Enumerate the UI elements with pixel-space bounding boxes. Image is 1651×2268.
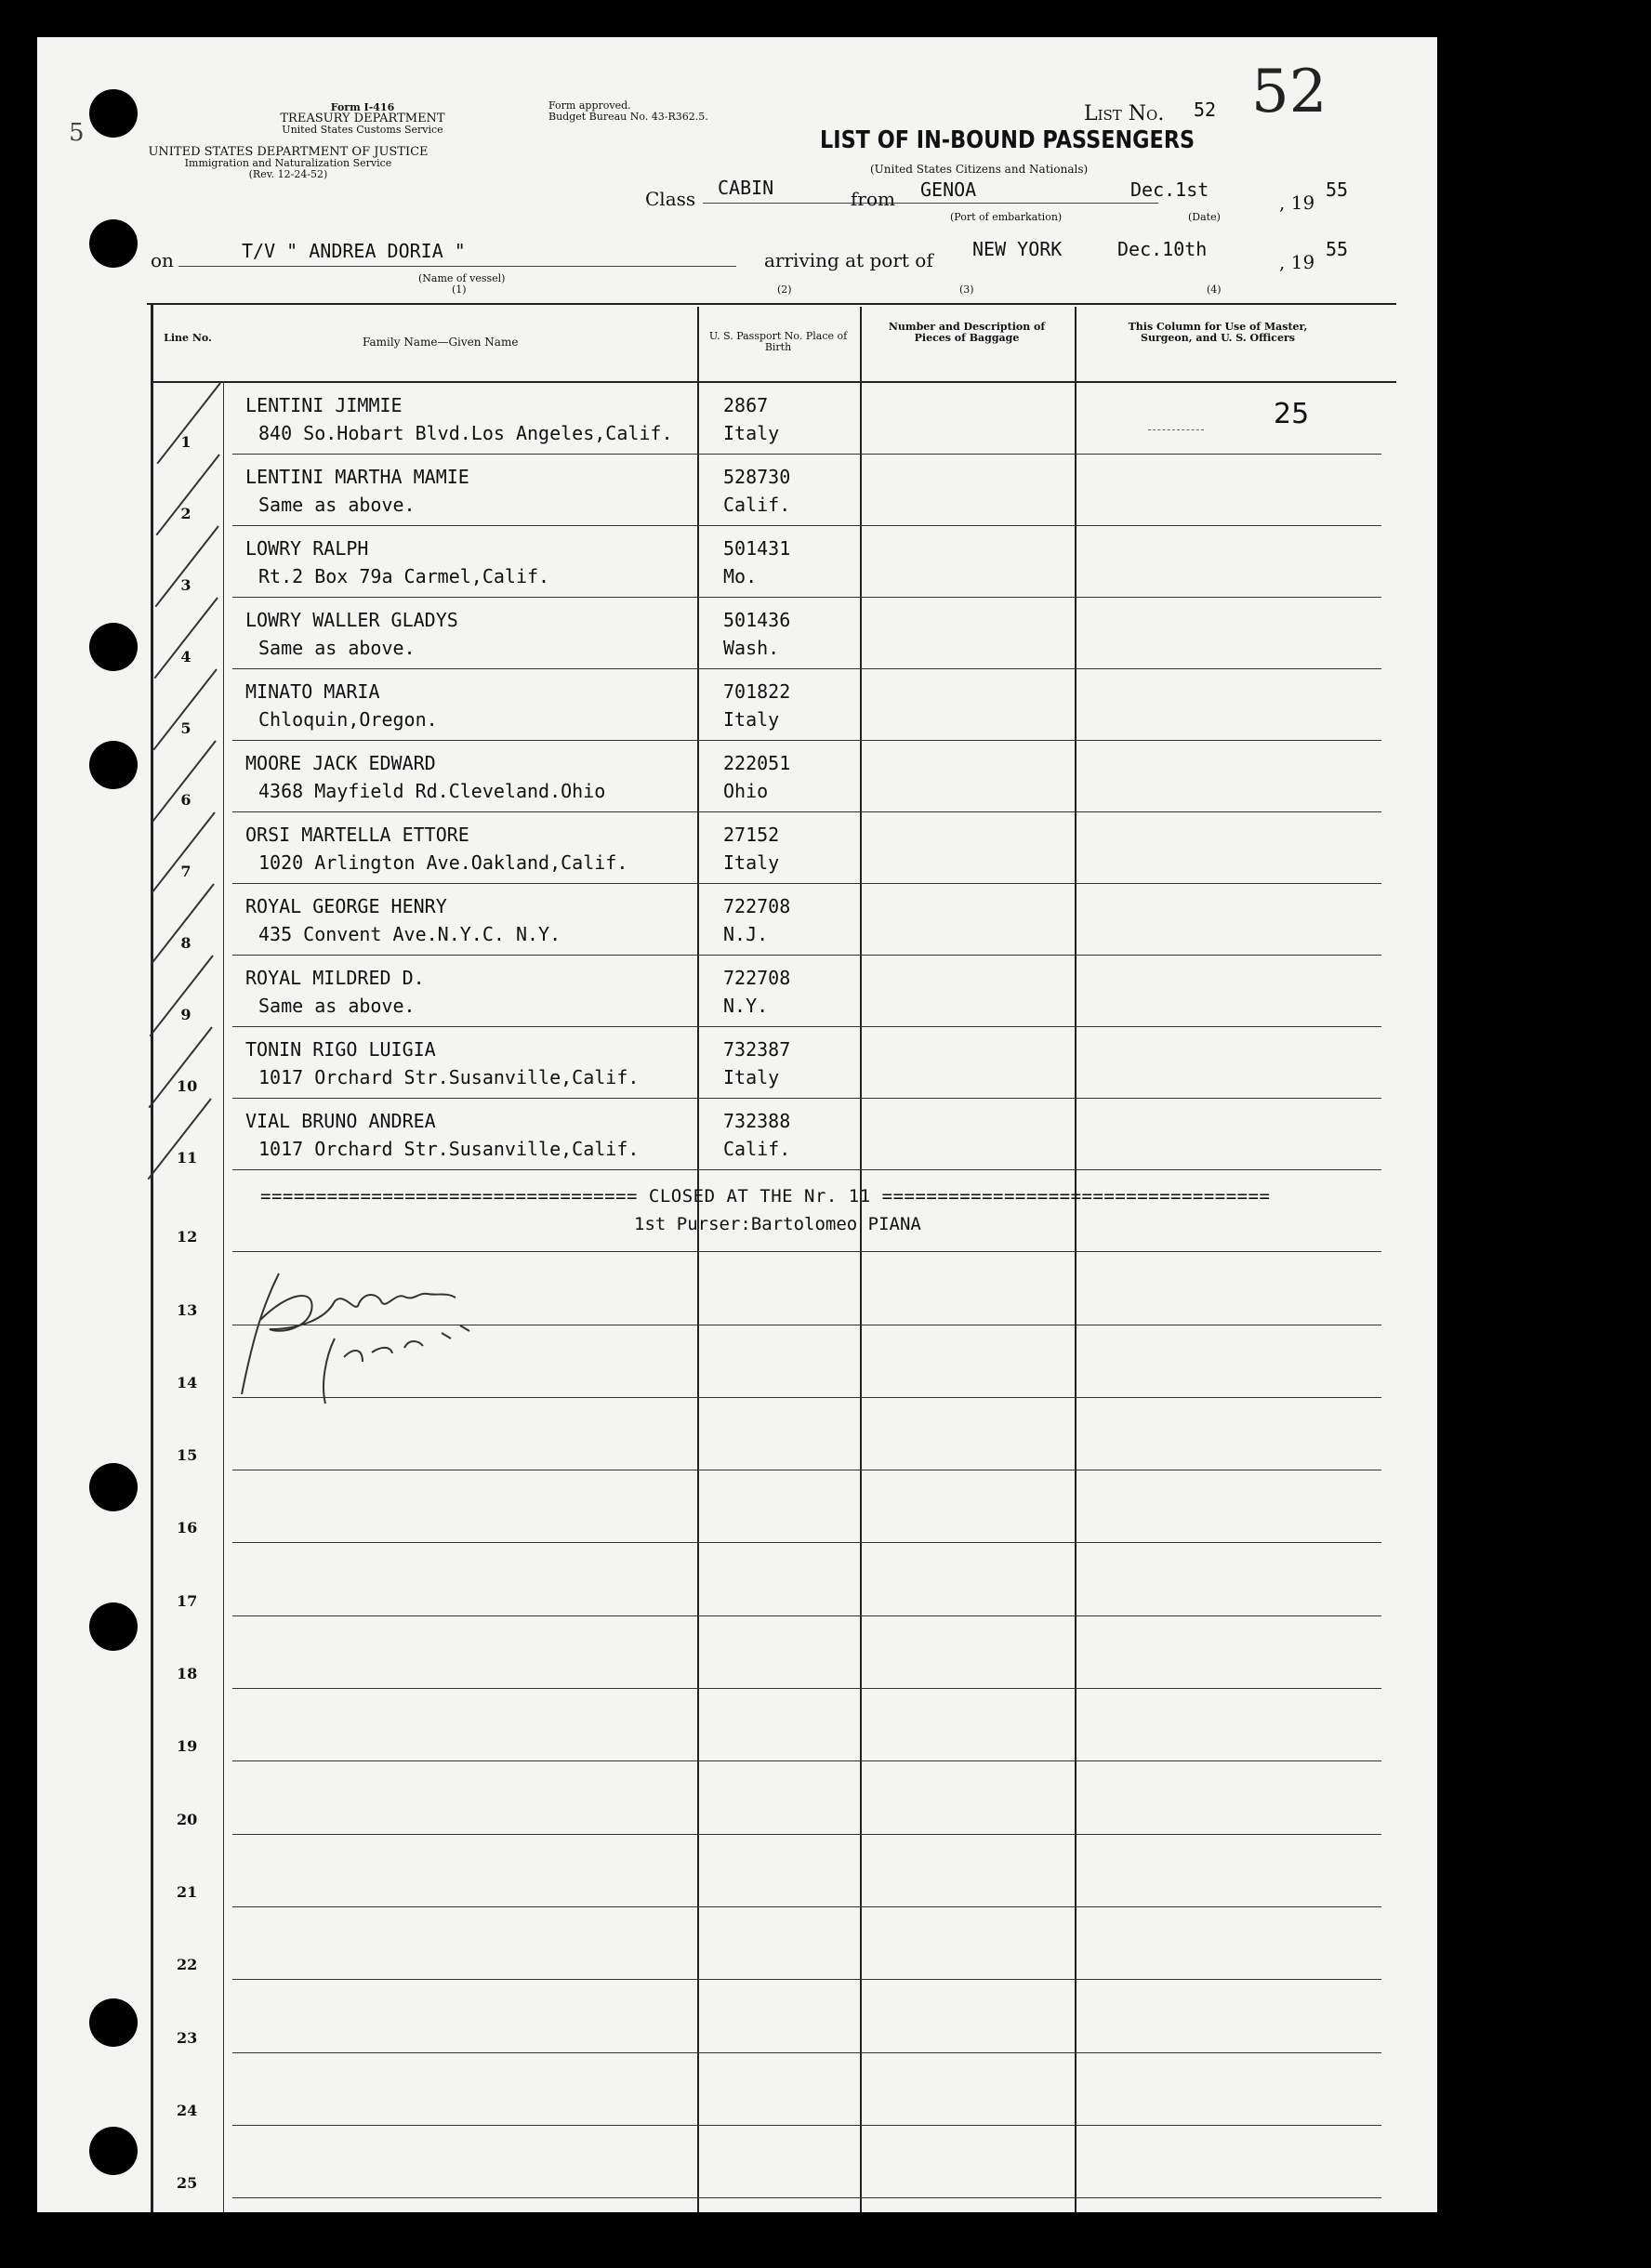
caption-3: (3) xyxy=(959,284,974,296)
passenger-address: 1020 Arlington Ave.Oakland,Calif. xyxy=(258,851,628,874)
check-tick xyxy=(156,382,220,464)
line-number: 12 xyxy=(177,1228,198,1246)
on-label: on xyxy=(151,249,174,271)
purser-signature xyxy=(223,1236,558,1459)
form-sheet xyxy=(37,37,1437,2212)
check-tick xyxy=(147,1098,211,1180)
table-row xyxy=(37,455,1437,526)
binder-hole xyxy=(89,219,138,268)
line-number: 22 xyxy=(177,1956,198,1974)
from-label: from xyxy=(851,188,895,210)
passenger-address: 840 So.Hobart Blvd.Los Angeles,Calif. xyxy=(258,422,673,444)
line-number: 11 xyxy=(177,1149,198,1167)
treasury-dept: TREASURY DEPARTMENT xyxy=(280,112,445,125)
customs-service: United States Customs Service xyxy=(282,124,443,136)
line-number: 24 xyxy=(177,2101,198,2119)
empty-table-row xyxy=(37,1470,1437,1543)
table-row xyxy=(37,1099,1437,1170)
place-of-birth: Wash. xyxy=(723,637,780,659)
line-number: 15 xyxy=(177,1446,198,1465)
port-embark-caption: (Port of embarkation) xyxy=(950,211,1063,223)
table-row xyxy=(37,1027,1437,1099)
list-no-label: List No. xyxy=(1084,102,1165,125)
line-number: 17 xyxy=(177,1591,198,1610)
embark-year-prefix: , 19 xyxy=(1279,191,1315,214)
check-tick xyxy=(152,668,217,750)
passport-number: 722708 xyxy=(723,967,791,989)
class-label: Class xyxy=(645,188,696,210)
passport-number: 501431 xyxy=(723,537,791,560)
margin-mark: 5 xyxy=(69,119,85,147)
passenger-address: 1017 Orchard Str.Susanville,Calif. xyxy=(258,1138,640,1160)
table-row xyxy=(37,383,1437,455)
empty-table-row xyxy=(37,1689,1437,1761)
place-of-birth: Italy xyxy=(723,422,780,444)
arrival-year-prefix: , 19 xyxy=(1279,251,1315,273)
empty-table-row xyxy=(37,1907,1437,1980)
passenger-name: ROYAL MILDRED D. xyxy=(245,967,425,989)
passenger-name: LENTINI JIMMIE xyxy=(245,394,403,416)
line-number: 13 xyxy=(177,1300,198,1319)
table-top-rule xyxy=(147,303,1396,305)
line-number: 7 xyxy=(180,863,192,880)
check-tick xyxy=(152,740,216,822)
officer-note: 25 xyxy=(1274,398,1310,430)
passport-number: 501436 xyxy=(723,609,791,631)
line-number: 25 xyxy=(177,2174,198,2193)
justice-dept: UNITED STATES DEPARTMENT OF JUSTICE xyxy=(148,145,429,159)
passenger-name: ROYAL GEORGE HENRY xyxy=(245,895,447,917)
purser-line: 1st Purser:Bartolomeo PIANA xyxy=(634,1214,921,1234)
passport-number: 701822 xyxy=(723,680,791,703)
passport-number: 732387 xyxy=(723,1038,791,1061)
document-subtitle: (United States Citizens and Nationals) xyxy=(870,163,1089,176)
embark-date: Dec.1st xyxy=(1130,178,1209,201)
line-number: 3 xyxy=(180,576,192,594)
passenger-address: 4368 Mayfield Rd.Cleveland.Ohio xyxy=(258,780,606,802)
header-line-no: Line No. xyxy=(164,332,212,344)
place-of-birth: Calif. xyxy=(723,494,791,516)
line-number: 1 xyxy=(180,433,192,451)
class-value: CABIN xyxy=(718,177,774,199)
place-of-birth: Calif. xyxy=(723,1138,791,1160)
line-number: 23 xyxy=(177,2028,198,2047)
line-number: 4 xyxy=(180,648,192,666)
arrival-year: 55 xyxy=(1326,238,1349,260)
header-baggage: Number and Description of Pieces of Baggage xyxy=(888,321,1046,344)
passenger-address: 1017 Orchard Str.Susanville,Calif. xyxy=(258,1066,640,1088)
empty-table-row xyxy=(37,2053,1437,2126)
passenger-address: 435 Convent Ave.N.Y.C. N.Y. xyxy=(258,923,561,945)
table-row xyxy=(37,812,1437,884)
line-number: 21 xyxy=(177,1882,198,1901)
form-number xyxy=(251,102,474,136)
passenger-name: LENTINI MARTHA MAMIE xyxy=(245,466,469,488)
passenger-address: Same as above. xyxy=(258,637,416,659)
table-row xyxy=(37,526,1437,598)
line-number: 18 xyxy=(177,1665,198,1683)
place-of-birth: Italy xyxy=(723,851,780,874)
passport-number: 732388 xyxy=(723,1110,791,1132)
passenger-address: Same as above. xyxy=(258,995,416,1017)
passenger-name: VIAL BRUNO ANDREA xyxy=(245,1110,436,1132)
arrival-port: NEW YORK xyxy=(972,238,1063,260)
ins-service: Immigration and Naturalization Service xyxy=(184,157,392,169)
line-number: 6 xyxy=(180,791,192,809)
arrival-date: Dec.10th xyxy=(1117,238,1208,260)
vessel-name: T/V " ANDREA DORIA " xyxy=(242,240,466,262)
date-caption: (Date) xyxy=(1188,211,1221,223)
check-tick xyxy=(155,454,219,535)
line-number: 9 xyxy=(180,1006,192,1023)
row-rule xyxy=(232,2197,1381,2198)
from-value: GENOA xyxy=(920,178,977,201)
passenger-name: LOWRY WALLER GLADYS xyxy=(245,609,458,631)
header-name: Family Name—Given Name xyxy=(363,336,519,349)
passenger-name: LOWRY RALPH xyxy=(245,537,369,560)
arriving-label: arriving at port of xyxy=(764,249,933,271)
place-of-birth: Italy xyxy=(723,708,780,731)
budget-bureau: Budget Bureau No. 43-R362.5. xyxy=(548,111,708,123)
passenger-name: ORSI MARTELLA ETTORE xyxy=(245,824,469,846)
check-tick xyxy=(151,811,215,893)
passenger-address: Same as above. xyxy=(258,494,416,516)
place-of-birth: Ohio xyxy=(723,780,769,802)
header-passport: U. S. Passport No. Place of Birth xyxy=(708,330,848,353)
table-row xyxy=(37,741,1437,812)
embark-year: 55 xyxy=(1326,178,1349,201)
passenger-address: Chloquin,Oregon. xyxy=(258,708,438,731)
empty-table-row xyxy=(37,1835,1437,1907)
caption-4: (4) xyxy=(1207,284,1222,296)
passport-number: 722708 xyxy=(723,895,791,917)
passenger-name: TONIN RIGO LUIGIA xyxy=(245,1038,436,1061)
line-number: 8 xyxy=(180,934,192,952)
line-number: 5 xyxy=(180,719,192,737)
justice-block xyxy=(139,147,437,180)
empty-table-row xyxy=(37,1616,1437,1689)
check-tick xyxy=(150,883,214,965)
caption-2: (2) xyxy=(777,284,792,296)
closed-line xyxy=(260,1186,1271,1207)
passport-number: 528730 xyxy=(723,466,791,488)
passport-number: 2867 xyxy=(723,394,769,416)
approval-block xyxy=(548,100,708,123)
place-of-birth: Italy xyxy=(723,1066,780,1088)
line-number: 14 xyxy=(177,1373,198,1391)
passenger-name: MINATO MARIA xyxy=(245,680,380,703)
check-tick xyxy=(153,597,218,679)
closed-dashes-left: ================================== xyxy=(260,1186,638,1207)
check-tick xyxy=(149,955,213,1036)
place-of-birth: N.J. xyxy=(723,923,769,945)
place-of-birth: Mo. xyxy=(723,565,758,587)
document-title: LIST OF IN-BOUND PASSENGERS xyxy=(820,126,1195,154)
table-row xyxy=(37,956,1437,1027)
line-number: 19 xyxy=(177,1737,198,1756)
revision-date: (Rev. 12-24-52) xyxy=(248,168,328,180)
empty-table-row xyxy=(37,2126,1437,2198)
table-row xyxy=(37,884,1437,956)
check-tick xyxy=(148,1026,212,1108)
form-approved: Form approved. xyxy=(548,99,631,112)
closed-dashes-right: =================================== xyxy=(881,1186,1271,1207)
vessel-caption: (Name of vessel) xyxy=(418,272,506,284)
row-rule xyxy=(232,1169,1381,1170)
header-officers: This Column for Use of Master, Surgeon, and U. S. Officers xyxy=(1128,321,1308,344)
list-no-handwritten: 52 xyxy=(1251,58,1327,126)
line-number: 16 xyxy=(177,1519,198,1537)
form-number-text: Form I-416 xyxy=(330,101,395,113)
passport-number: 27152 xyxy=(723,824,780,846)
empty-table-row xyxy=(37,1761,1437,1834)
empty-table-row xyxy=(37,1544,1437,1616)
line-number: 2 xyxy=(180,505,192,522)
passenger-name: MOORE JACK EDWARD xyxy=(245,752,436,774)
table-row xyxy=(37,598,1437,669)
officer-mark xyxy=(1148,429,1204,430)
binder-hole xyxy=(89,89,138,138)
line-number: 10 xyxy=(177,1077,198,1095)
empty-table-row xyxy=(37,1980,1437,2052)
passenger-address: Rt.2 Box 79a Carmel,Calif. xyxy=(258,565,550,587)
table-row xyxy=(37,669,1437,741)
closed-text: CLOSED AT THE Nr. 11 xyxy=(648,1186,871,1207)
line-number: 20 xyxy=(177,1810,198,1828)
check-tick xyxy=(154,525,218,607)
list-no-value: 52 xyxy=(1194,99,1217,121)
caption-1: (1) xyxy=(452,284,467,296)
passport-number: 222051 xyxy=(723,752,791,774)
place-of-birth: N.Y. xyxy=(723,995,769,1017)
